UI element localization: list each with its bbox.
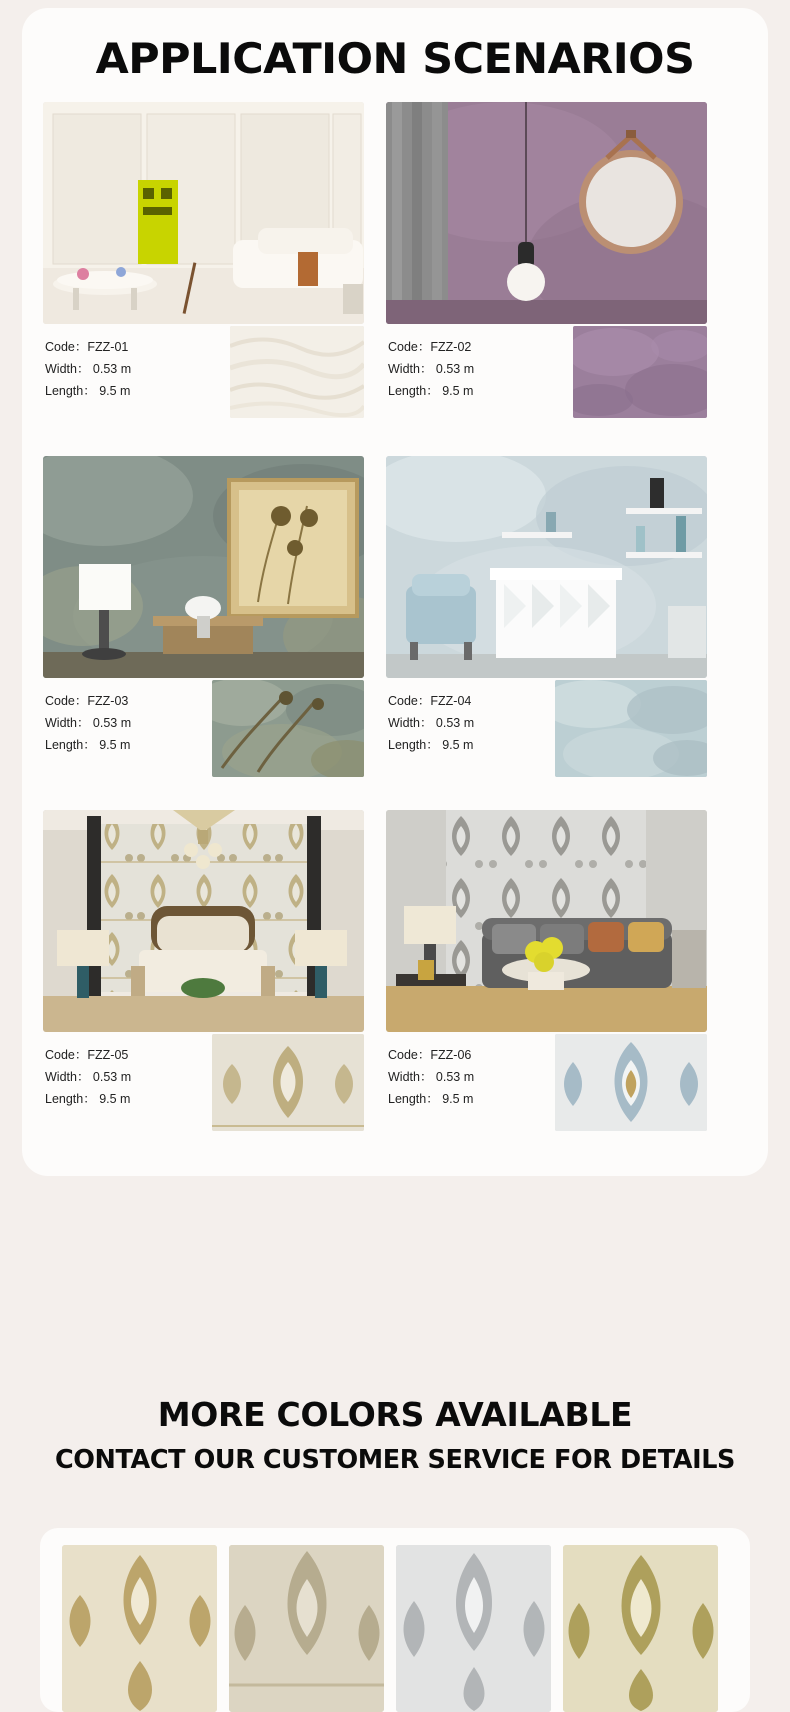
product-length: Length： 9.5 m — [45, 738, 131, 752]
product-card-fzz-06[interactable] — [386, 810, 707, 1147]
swatch-fzz-05 — [212, 1034, 364, 1131]
swatch-olive-damask[interactable] — [563, 1545, 718, 1712]
product-card-fzz-05[interactable] — [43, 810, 364, 1147]
product-card-fzz-02[interactable] — [386, 102, 707, 439]
bottom-swatch-strip — [62, 1545, 730, 1712]
product-code: Code：FZZ-04 — [388, 694, 472, 708]
product-info-fzz-03 — [43, 678, 364, 793]
product-length: Length： 9.5 m — [45, 384, 131, 398]
contact-service-heading: CONTACT OUR CUSTOMER SERVICE FOR DETAILS — [54, 1445, 736, 1475]
product-info-fzz-02 — [386, 324, 707, 439]
product-row — [43, 102, 707, 439]
swatch-gold-damask[interactable] — [62, 1545, 217, 1712]
product-width: Width： 0.53 m — [388, 1070, 475, 1084]
bottom-headings — [0, 1395, 790, 1475]
product-row — [43, 456, 707, 793]
scene-image-fzz-02 — [386, 102, 707, 324]
product-card-fzz-03[interactable] — [43, 456, 364, 793]
swatch-fzz-01 — [230, 326, 364, 418]
product-code: Code：FZZ-05 — [45, 1048, 129, 1062]
product-code: Code：FZZ-02 — [388, 340, 472, 354]
product-code: Code：FZZ-06 — [388, 1048, 472, 1062]
product-width: Width： 0.53 m — [45, 1070, 132, 1084]
product-width: Width： 0.53 m — [45, 362, 132, 376]
page-title: APPLICATION SCENARIOS — [95, 34, 695, 83]
product-code: Code：FZZ-03 — [45, 694, 129, 708]
product-width: Width： 0.53 m — [388, 362, 475, 376]
scene-image-fzz-05 — [43, 810, 364, 1032]
product-width: Width： 0.53 m — [388, 716, 475, 730]
product-code: Code：FZZ-01 — [45, 340, 129, 354]
product-length: Length： 9.5 m — [388, 384, 474, 398]
product-card-fzz-04[interactable] — [386, 456, 707, 793]
scene-image-fzz-04 — [386, 456, 707, 678]
product-length: Length： 9.5 m — [388, 738, 474, 752]
product-grid — [43, 102, 707, 1164]
swatch-fzz-04 — [555, 680, 707, 777]
swatch-beige-damask[interactable] — [229, 1545, 384, 1712]
product-card-fzz-01[interactable] — [43, 102, 364, 439]
more-colors-heading: MORE COLORS AVAILABLE — [157, 1395, 633, 1434]
product-info-fzz-05 — [43, 1032, 364, 1147]
scene-image-fzz-03 — [43, 456, 364, 678]
product-info-fzz-01 — [43, 324, 364, 439]
product-row — [43, 810, 707, 1147]
swatch-grey-damask[interactable] — [396, 1545, 551, 1712]
swatch-fzz-06 — [555, 1034, 707, 1131]
swatch-fzz-03 — [212, 680, 364, 777]
product-length: Length： 9.5 m — [45, 1092, 131, 1106]
scene-image-fzz-06 — [386, 810, 707, 1032]
product-length: Length： 9.5 m — [388, 1092, 474, 1106]
product-width: Width： 0.53 m — [45, 716, 132, 730]
product-info-fzz-04 — [386, 678, 707, 793]
product-info-fzz-06 — [386, 1032, 707, 1147]
swatch-fzz-02 — [573, 326, 707, 418]
scene-image-fzz-01 — [43, 102, 364, 324]
